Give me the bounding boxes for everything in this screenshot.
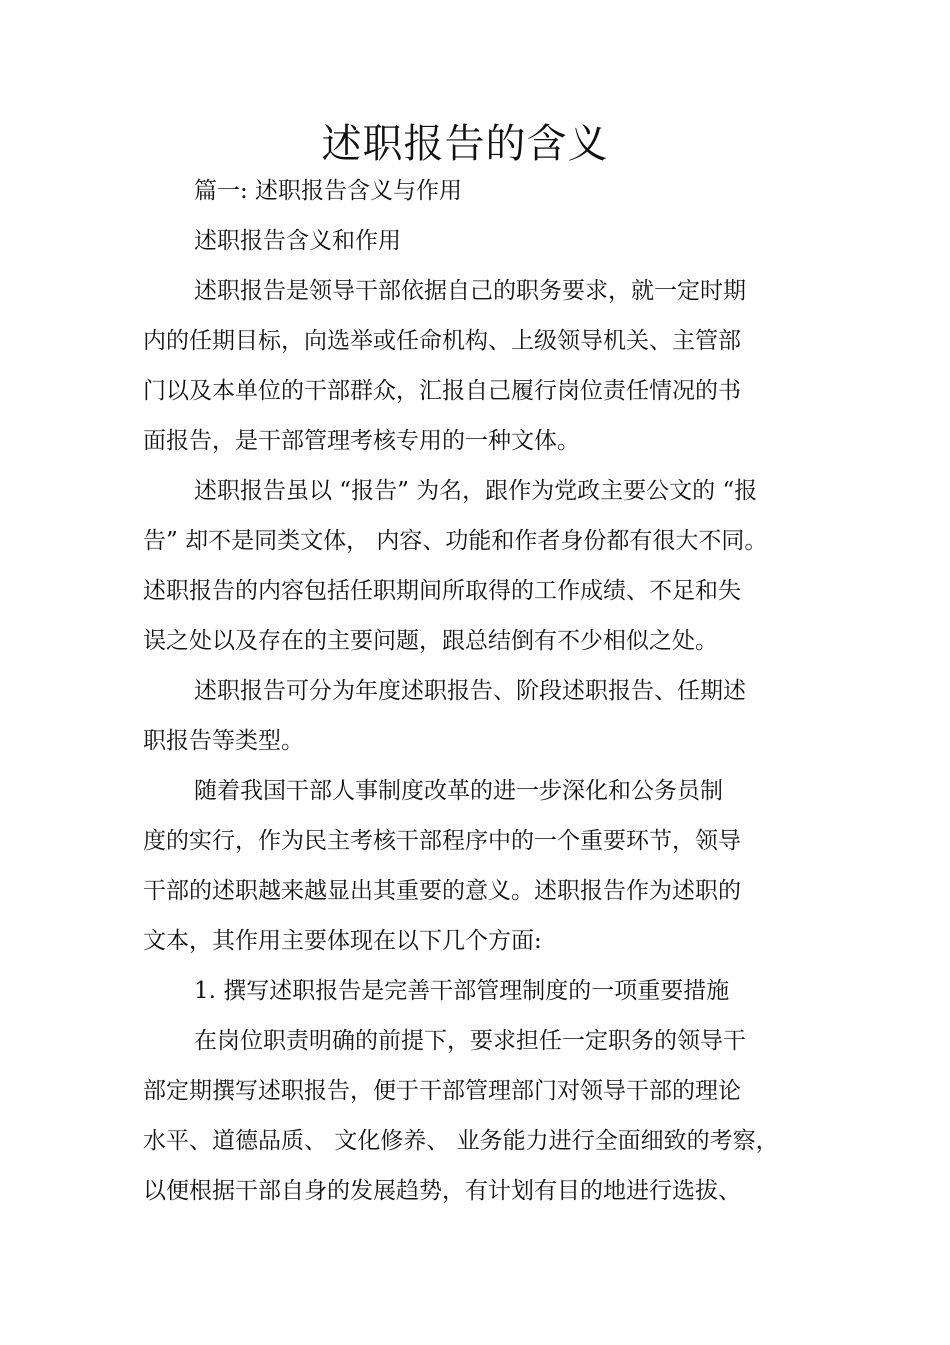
paragraph-line: 随着我国干部人事制度改革的进一步深化和公务员制	[194, 778, 723, 804]
paragraph-line: 干部的述职越来越显出其重要的意义。述职报告作为述职的	[143, 878, 741, 904]
paragraph-line: 度的实行，作为民主考核干部程序中的一个重要环节，领导	[143, 828, 741, 854]
paragraph-line: 部定期撰写述职报告，便于干部管理部门对领导干部的理论	[143, 1078, 741, 1104]
paragraph-line: 文本，其作用主要体现在以下几个方面:	[143, 928, 542, 954]
paragraph-line: 误之处以及存在的主要问题，跟总结倒有不少相似之处。	[143, 628, 718, 654]
paragraph-line: 告” 却不是同类文体， 内容、功能和作者身份都有很大不同。	[143, 528, 768, 554]
paragraph-line: 面报告，是干部管理考核专用的一种文体。	[143, 428, 580, 454]
paragraph-line: 在岗位职责明确的前提下，要求担任一定职务的领导干	[194, 1028, 746, 1054]
numbered-heading: 1. 撰写述职报告是完善干部管理制度的一项重要措施	[194, 978, 730, 1004]
paragraph-line: 内的任期目标，向选举或任命机构、上级领导机关、主管部	[143, 328, 741, 354]
paragraph-line: 述职报告是领导干部依据自己的职务要求，就一定时期	[194, 278, 746, 304]
document-title: 述职报告的含义	[321, 121, 609, 167]
paragraph-line: 水平、道德品质、 文化修养、 业务能力进行全面细致的考察，	[143, 1128, 779, 1154]
paragraph-line: 以便根据干部自身的发展趋势，有计划有目的地进行选拔、	[143, 1178, 741, 1204]
paragraph-line: 职报告等类型。	[143, 728, 304, 754]
paragraph-line: 门以及本单位的干部群众，汇报自己履行岗位责任情况的书	[143, 378, 741, 404]
subsection-heading: 述职报告含义和作用	[194, 228, 401, 254]
paragraph-line: 述职报告可分为年度述职报告、阶段述职报告、任期述	[194, 678, 746, 704]
section-heading: 篇一: 述职报告含义与作用	[194, 178, 463, 204]
paragraph-line: 述职报告的内容包括任职期间所取得的工作成绩、不足和失	[143, 578, 741, 604]
paragraph-line: 述职报告虽以 “报告” 为名，跟作为党政主要公文的 “报	[194, 478, 758, 504]
